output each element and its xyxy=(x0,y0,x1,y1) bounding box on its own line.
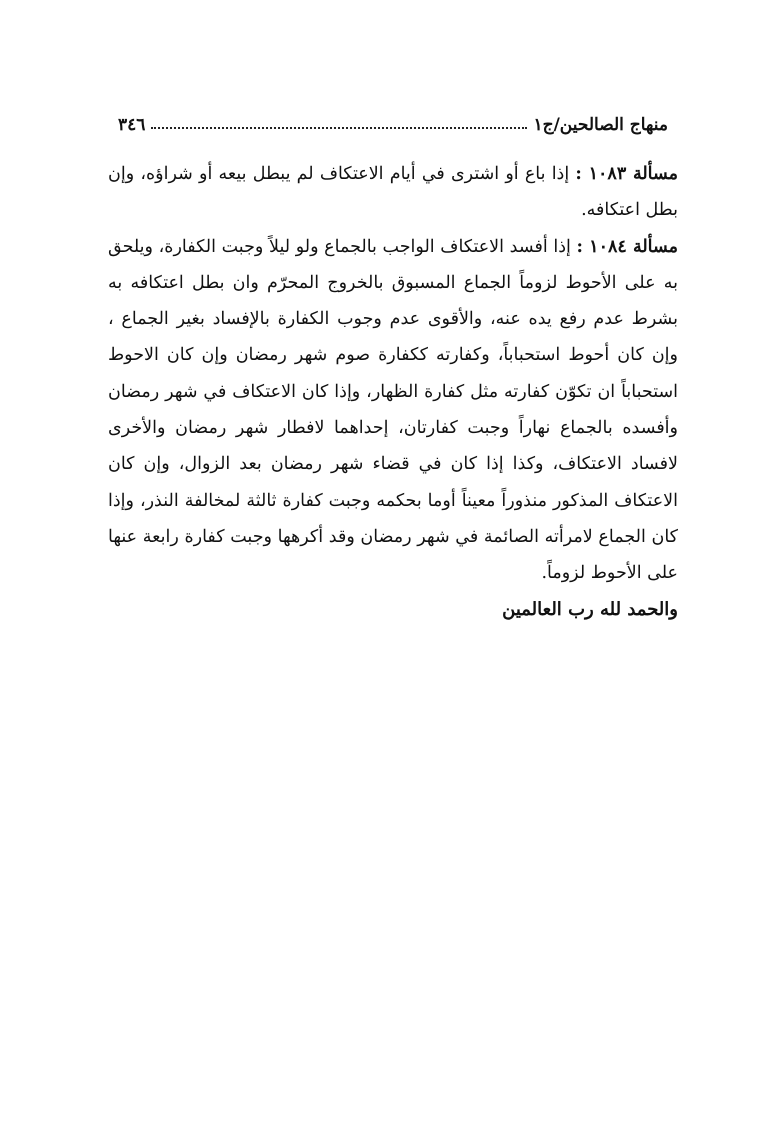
issue-paragraph xyxy=(108,156,678,229)
issue-label: مسألة ١٠٨٤ : xyxy=(576,236,678,257)
page-body xyxy=(108,156,678,628)
leader-dots xyxy=(151,127,527,129)
closing-line: والحمد لله رب العالمين xyxy=(502,598,678,620)
issue-text: إذا أفسد الاعتكاف الواجب بالجماع ولو ليلاً وجبت الكفارة، ويلحق به على الأحوط لزوماً الجماع المسبوق بالخروج المحرّم وان بطل اعتكافه به بشرط عدم رفع يده عنه، والأقوى عدم وجوب الكفارة بالإفساد بغير الجماع ، وإن كان أحوط استحباباً، وكفارته ككفارة صوم شهر رمضان وإن كان الاحوط استحباباً ان تكوّن كفارته مثل كفارة الظهار، وإذا كان الاعتكاف في شهر رمضان وأفسده بالجماع نهاراً وجبت كفارتان، إحداهما لافطار شهر رمضان والأخرى لافساد الاعتكاف، وكذا إذا كان في قضاء شهر رمضان بعد الزوال، وإن كان الاعتكاف المذكور منذوراً معيناً أوما بحكمه وجبت كفارة ثالثة لمخالفة النذر، وإذا كان الجماع لامرأته الصائمة في شهر رمضان وقد أكرهها وجبت كفارة رابعة عنها على الأحوط لزوماً. xyxy=(108,236,678,584)
running-header xyxy=(108,108,678,142)
page-number: ٣٤٦ xyxy=(118,115,146,135)
issue-text: إذا باع أو اشترى في أيام الاعتكاف لم يبطل بيعه أو شراؤه، وإن بطل اعتكافه. xyxy=(108,164,678,221)
issue-paragraph xyxy=(108,229,678,592)
issue-label: مسألة ١٠٨٣ : xyxy=(575,164,678,184)
book-title: منهاج الصالحين/ج١ xyxy=(533,115,668,135)
book-page xyxy=(108,108,678,646)
